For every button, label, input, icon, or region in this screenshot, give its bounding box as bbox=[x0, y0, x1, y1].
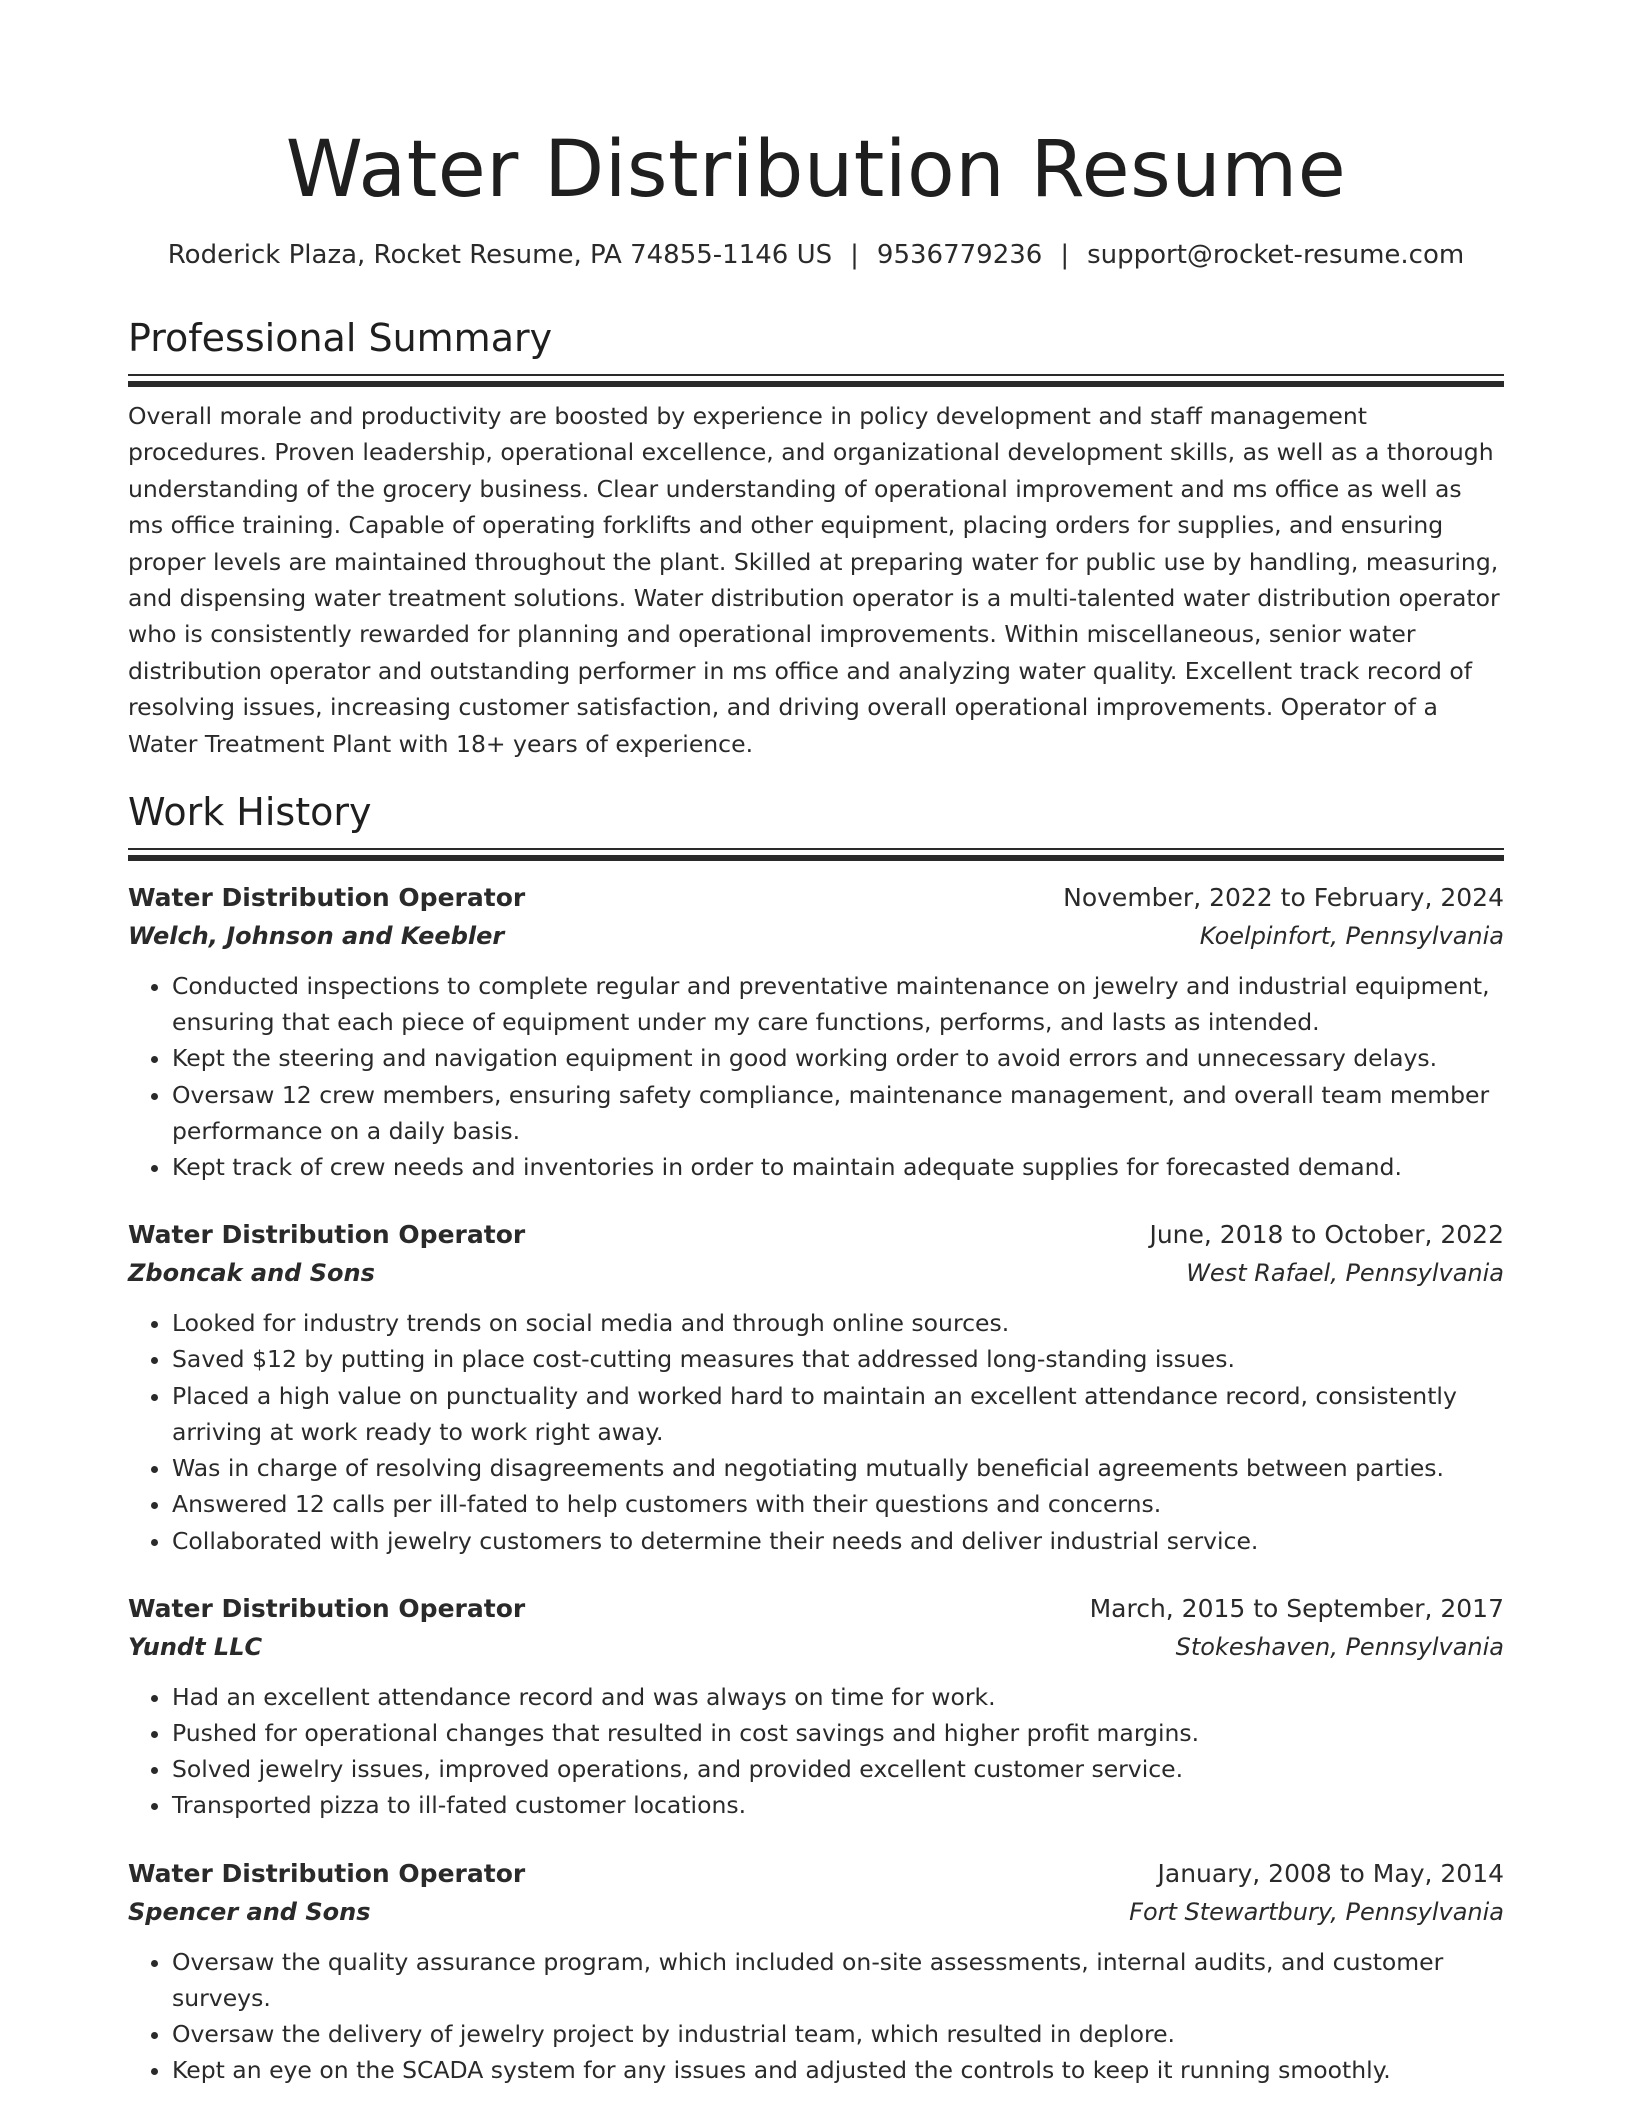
section-heading-summary: Professional Summary bbox=[128, 316, 553, 360]
job-bullet: • Kept the steering and navigation equipment in good working order to avoid errors and unnecessary delays. bbox=[172, 1040, 1504, 1076]
job-bullet: • Solved jewelry issues, improved operations, and provided excellent customer service. bbox=[172, 1751, 1504, 1787]
job-bullet-list bbox=[128, 1944, 1504, 2089]
job-bullet: • Looked for industry trends on social media and through online sources. bbox=[172, 1305, 1504, 1341]
job-company-row bbox=[128, 1628, 1504, 1667]
contact-address: Roderick Plaza, Rocket Resume, PA 74855-1146 US bbox=[167, 240, 833, 270]
job-dates: June, 2018 to October, 2022 bbox=[1149, 1220, 1504, 1250]
job-bullet: • Pushed for operational changes that resulted in cost savings and higher profit margins. bbox=[172, 1715, 1504, 1751]
job-bullet: • Oversaw the delivery of jewelry project by industrial team, which resulted in deplore. bbox=[172, 2016, 1504, 2052]
job-dates: January, 2008 to May, 2014 bbox=[1157, 1858, 1504, 1888]
job-bullet: • Had an excellent attendance record and was always on time for work. bbox=[172, 1679, 1504, 1715]
professional-summary-section bbox=[128, 314, 1504, 762]
job-location: West Rafael, Pennsylvania bbox=[1186, 1259, 1504, 1288]
job-bullet-list bbox=[128, 1679, 1504, 1824]
job-bullet: • Oversaw 12 crew members, ensuring safety compliance, maintenance management, and overall team member performance on a daily basis. bbox=[172, 1077, 1504, 1149]
job-bullet: • Transported pizza to ill-fated customer locations. bbox=[172, 1787, 1504, 1823]
job-bullet: • Placed a high value on punctuality and worked hard to maintain an excellent attendance record, consistently arriving at work ready to work right away. bbox=[172, 1378, 1504, 1450]
contact-line bbox=[128, 238, 1504, 272]
job-location: Fort Stewartbury, Pennsylvania bbox=[1129, 1897, 1504, 1926]
job-title: Water Distribution Operator bbox=[128, 1220, 526, 1250]
job-bullet: • Kept track of crew needs and inventories in order to maintain adequate supplies for forecasted demand. bbox=[172, 1149, 1504, 1185]
job-header-row bbox=[128, 1589, 1504, 1628]
summary-text: Overall morale and productivity are boosted by experience in policy development and staff management procedures. Proven leadership, operational excellence, and organizational development skills, as well as a thorough understanding of the grocery business. Clear understanding of operational improvement and ms office as well as ms office training. Capable of operating forklifts and other equipment, placing orders for supplies, and ensuring proper levels are maintained throughout the plant. Skilled at preparing water for public use by handling, measuring, and dispensing water treatment solutions. Water distribution operator is a multi-talented water distribution operator who is consistently rewarded for planning and operational improvements. Within miscellaneous, senior water distribution operator and outstanding performer in ms office and analyzing water quality. Excellent track record of resolving issues, increasing customer satisfaction, and driving overall operational improvements. Operator of a Water Treatment Plant with 18+ years of experience. bbox=[128, 402, 1500, 758]
job-dates: March, 2015 to September, 2017 bbox=[1089, 1593, 1504, 1623]
job-entry bbox=[128, 1854, 1504, 2089]
section-heading-work-history: Work History bbox=[128, 790, 372, 835]
job-title: Water Distribution Operator bbox=[128, 1858, 526, 1888]
job-bullet: • Oversaw the quality assurance program, which included on-site assessments, internal audits, and customer surveys. bbox=[172, 1944, 1504, 2016]
contact-email: support@rocket-resume.com bbox=[1087, 240, 1465, 270]
job-company-row bbox=[128, 917, 1504, 956]
job-company: Spencer and Sons bbox=[128, 1897, 371, 1926]
section-divider bbox=[128, 848, 1504, 862]
contact-separator: | bbox=[1060, 240, 1070, 270]
job-company-row bbox=[128, 1254, 1504, 1293]
job-company-row bbox=[128, 1893, 1504, 1932]
job-bullet-list bbox=[128, 1305, 1504, 1558]
job-header-row bbox=[128, 1854, 1504, 1893]
job-bullet: • Answered 12 calls per ill-fated to help customers with their questions and concerns. bbox=[172, 1486, 1504, 1522]
job-company: Welch, Johnson and Keebler bbox=[128, 922, 505, 951]
section-divider bbox=[128, 374, 1504, 388]
work-history-section bbox=[128, 788, 1504, 2088]
job-header-row bbox=[128, 878, 1504, 917]
job-dates: November, 2022 to February, 2024 bbox=[1063, 883, 1504, 913]
contact-separator: | bbox=[850, 240, 859, 270]
job-title: Water Distribution Operator bbox=[128, 1593, 526, 1623]
job-bullet: • Was in charge of resolving disagreements and negotiating mutually beneficial agreements between parties. bbox=[172, 1450, 1504, 1486]
job-location: Stokeshaven, Pennsylvania bbox=[1175, 1632, 1504, 1661]
job-bullet: • Conducted inspections to complete regular and preventative maintenance on jewelry and industrial equipment, ensuring that each piece of equipment under my care functions, performs, and lasts as intended. bbox=[172, 968, 1504, 1040]
job-title: Water Distribution Operator bbox=[128, 883, 526, 913]
contact-phone: 9536779236 bbox=[876, 240, 1043, 270]
job-location: Koelpinfort, Pennsylvania bbox=[1199, 922, 1504, 951]
job-entry bbox=[128, 1589, 1504, 1824]
job-bullet: • Saved $12 by putting in place cost-cutting measures that addressed long-standing issues. bbox=[172, 1341, 1504, 1377]
job-bullet: • Kept an eye on the SCADA system for any issues and adjusted the controls to keep it running smoothly. bbox=[172, 2052, 1504, 2088]
job-company: Zboncak and Sons bbox=[128, 1259, 375, 1288]
job-entry bbox=[128, 1215, 1504, 1558]
job-company: Yundt LLC bbox=[128, 1632, 263, 1661]
resume-title: Water Distribution Resume bbox=[285, 125, 1347, 215]
job-bullet-list bbox=[128, 968, 1504, 1185]
job-bullet: • Collaborated with jewelry customers to determine their needs and deliver industrial service. bbox=[172, 1523, 1504, 1559]
job-entry bbox=[128, 878, 1504, 1185]
job-header-row bbox=[128, 1215, 1504, 1254]
